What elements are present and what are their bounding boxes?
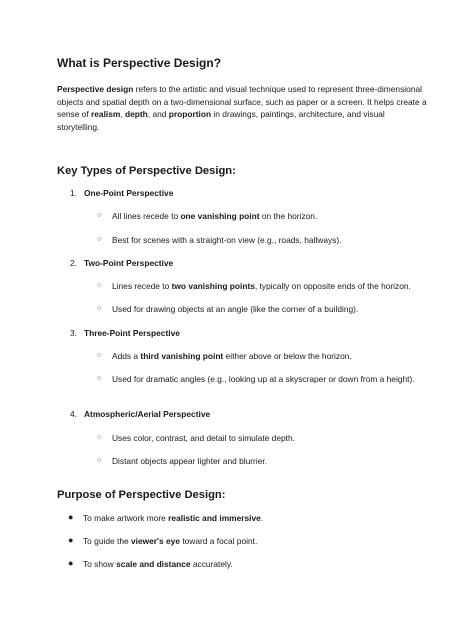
section-heading-purpose: Purpose of Perspective Design: — [57, 489, 226, 501]
hollow-bullet-icon: ○ — [97, 212, 102, 219]
hollow-bullet-icon: ○ — [97, 236, 102, 243]
list-item-title: Two-Point Perspective — [84, 258, 174, 268]
page-title: What is Perspective Design? — [57, 56, 222, 70]
sub-list-item: ○ Lines recede to two vanishing points, typically on opposite ends of the horizon. — [97, 281, 411, 291]
intro-text-end: in drawings, paintings, architecture, and visual storytelling. — [57, 109, 385, 132]
list-item — [70, 187, 173, 199]
filled-bullet-icon: ● — [68, 558, 74, 568]
bullet-list-item: ● To show scale and distance accurately. — [68, 558, 233, 569]
hollow-bullet-icon: ○ — [97, 375, 102, 382]
bullet-list-item: ● To make artwork more realistic and immersive. — [68, 512, 264, 523]
sub-list-item: ○ Adds a third vanishing point either above or below the horizon. — [97, 351, 352, 361]
keyword-depth: depth — [125, 109, 148, 119]
hollow-bullet-icon: ○ — [97, 282, 102, 289]
sub-list-item: ○ Best for scenes with a straight-on view (e.g., roads, hallways). — [97, 235, 342, 245]
sub-list-item: ○ Uses color, contrast, and detail to simulate depth. — [97, 433, 295, 443]
list-item — [70, 327, 180, 339]
list-item — [70, 257, 173, 269]
sub-list-item: ○ Used for drawing objects at an angle (like the corner of a building). — [97, 304, 359, 314]
sub-list-item: ○ Used for dramatic angles (e.g., looking up at a skyscraper or down from a height). — [97, 374, 415, 384]
filled-bullet-icon: ● — [68, 512, 74, 522]
list-item-title: Atmospheric/Aerial Perspective — [84, 409, 211, 419]
intro-bold-term: Perspective design — [57, 84, 134, 94]
hollow-bullet-icon: ○ — [97, 434, 102, 441]
list-number: 4. — [70, 409, 77, 419]
list-number: 3. — [70, 328, 77, 338]
sub-list-item: ○ All lines recede to one vanishing point on the horizon. — [97, 211, 318, 221]
list-number: 1. — [70, 188, 77, 198]
intro-sep: , — [120, 109, 125, 119]
hollow-bullet-icon: ○ — [97, 352, 102, 359]
intro-sep: , and — [147, 109, 169, 119]
list-item — [70, 408, 210, 420]
sub-list-item: ○ Distant objects appear lighter and blurrier. — [97, 456, 268, 466]
list-item-title: One-Point Perspective — [84, 188, 174, 198]
hollow-bullet-icon: ○ — [97, 457, 102, 464]
filled-bullet-icon: ● — [68, 535, 74, 545]
list-number: 2. — [70, 258, 77, 268]
list-item-title: Three-Point Perspective — [84, 328, 180, 338]
hollow-bullet-icon: ○ — [97, 305, 102, 312]
keyword-realism: realism — [91, 109, 121, 119]
bullet-list-item: ● To guide the viewer's eye toward a focal point. — [68, 535, 258, 546]
intro-paragraph — [57, 83, 427, 133]
keyword-proportion: proportion — [168, 109, 212, 119]
intro-text: refers to the artistic and visual technique used to represent three-dimensional objects and spatial depth on a two-dimensional surface, such as paper or a screen. It helps create a sense of — [57, 84, 427, 119]
section-heading-key-types: Key Types of Perspective Design: — [57, 165, 236, 177]
